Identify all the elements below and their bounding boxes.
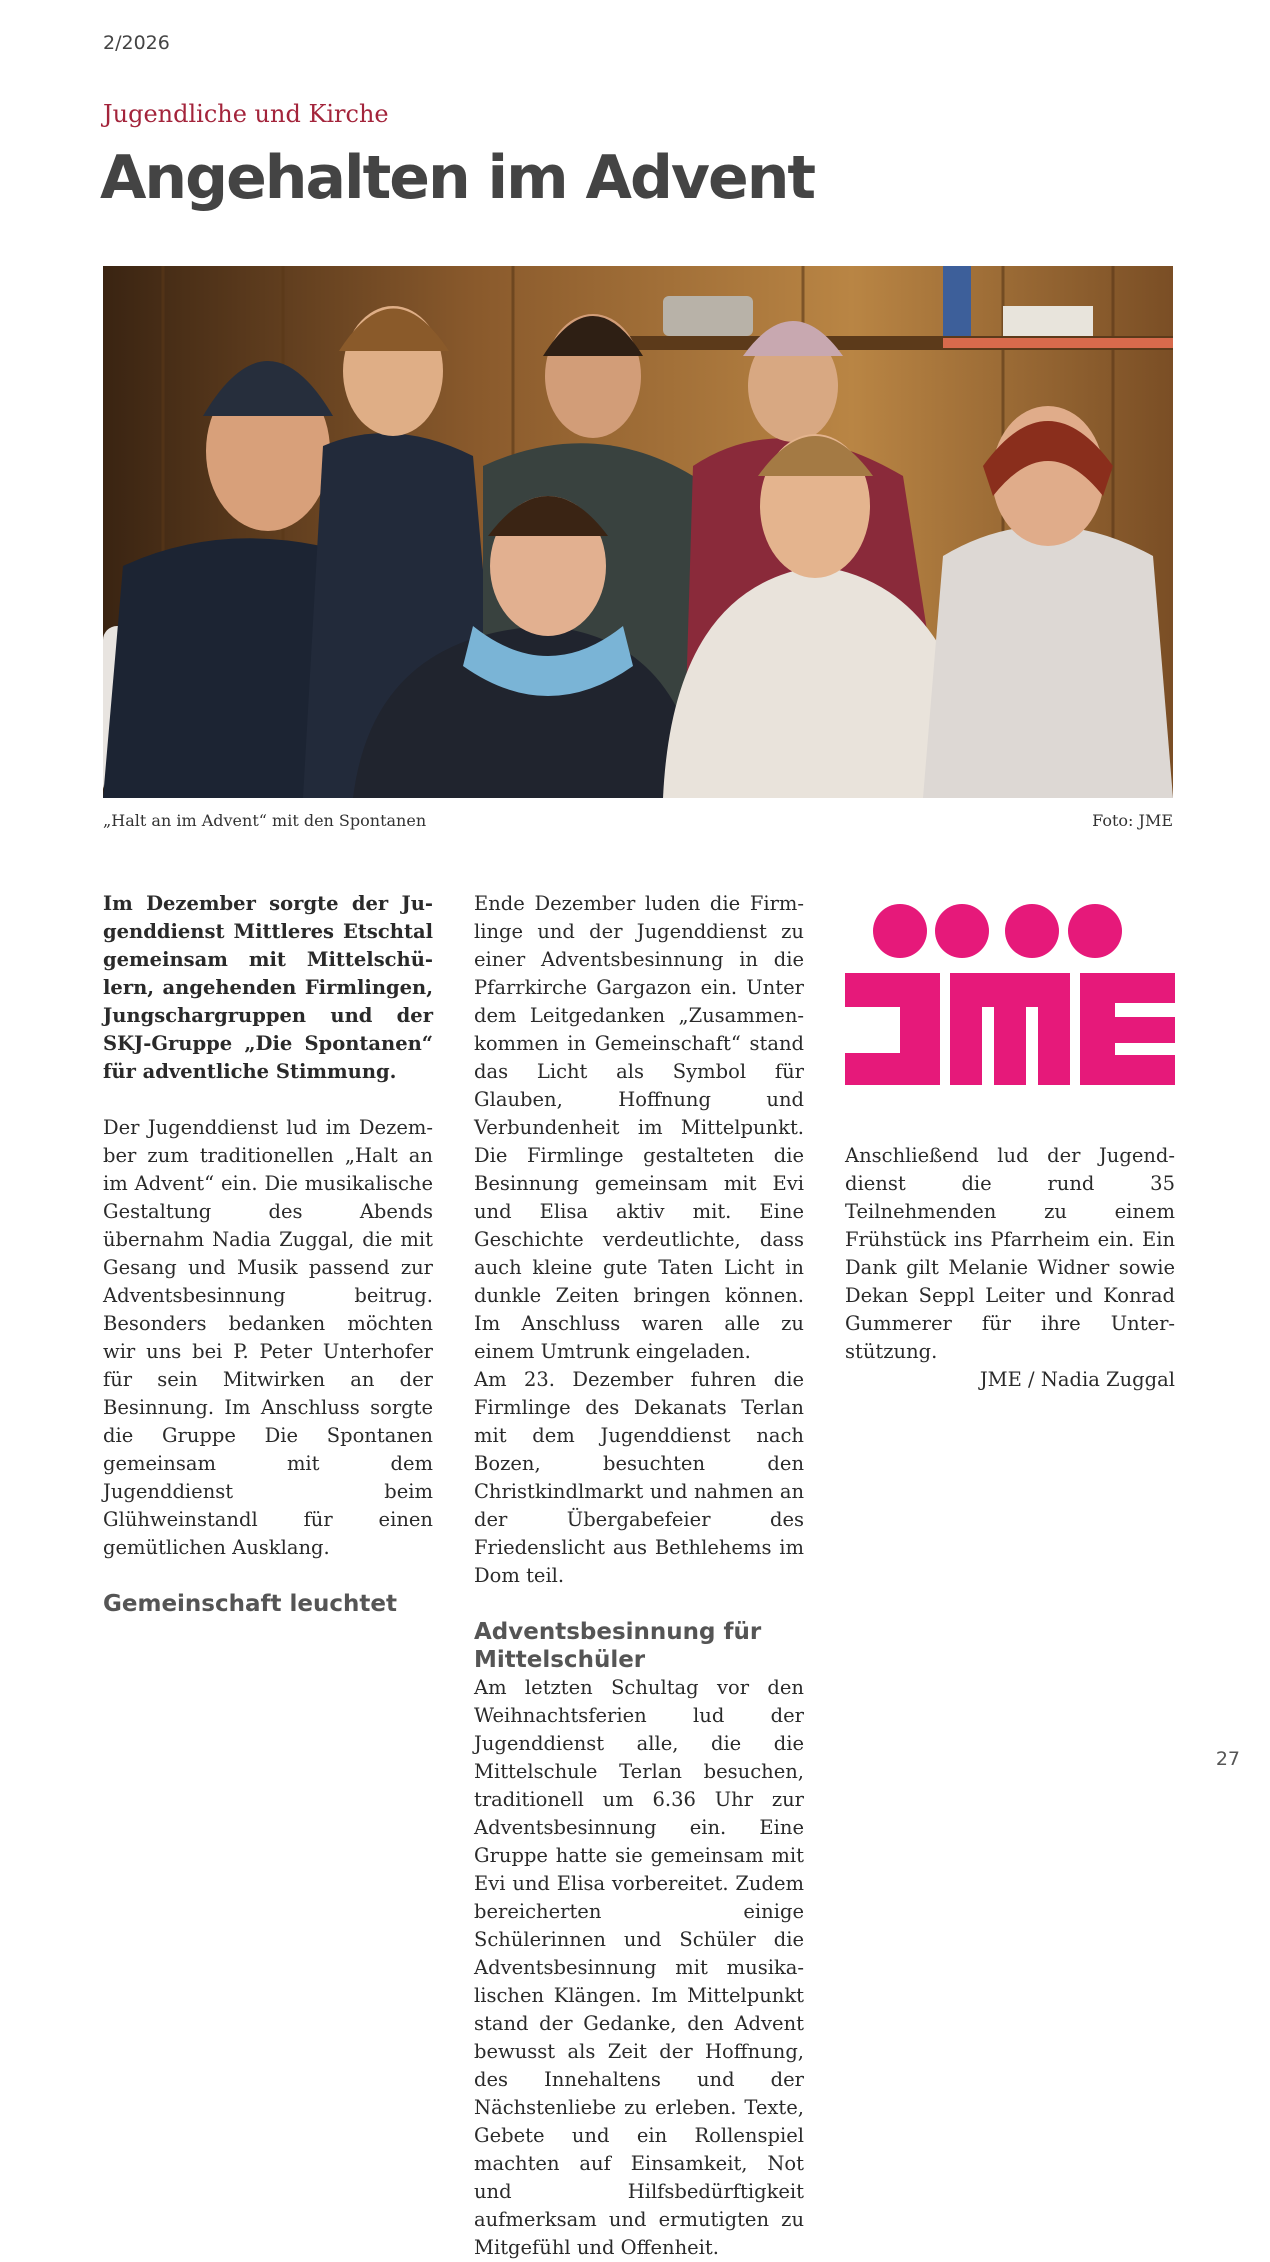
group-photo-illustration: [103, 266, 1173, 798]
article-signoff: JME / Nadia Zuggal: [979, 1368, 1175, 1391]
subhead-gemeinschaft: Gemeinschaft leuchtet: [103, 1591, 397, 1617]
article-headline: Angehalten im Advent: [100, 143, 815, 213]
paragraph-fruehstueck: Anschließend lud der Jugenddienst die rund 35 Teilnehmenden zu einem Frühstück ins Pfarrheim ein. Ein Dank gilt Melanie Widner sowie Dekan Seppl Leiter und Konrad Gummerer für ihre Unterstützung.: [845, 1144, 1175, 1363]
text-column-1: [103, 890, 433, 1618]
jme-logo: [845, 903, 1175, 1085]
photo-caption: „Halt an im Advent“ mit den Spontanen: [103, 811, 427, 830]
group-photo: [103, 266, 1173, 798]
section-kicker: Jugendliche und Kirche: [103, 100, 389, 128]
paragraph-gemeinschaft: Ende Dezember luden die Firmlinge und der Jugenddienst zu einer Adventsbesinnung in die Pfarrkirche Gargazon ein. Unter dem Leitgedanken „Zusammenkommen in Gemeinschaft“ stand das Licht als Symbol für Glauben, Hoffnung und Verbundenheit im Mittelpunkt. Die Firmlinge gestalteten die Besinnung gemeinsam mit Evi und Elisa aktiv mit. Eine Geschichte verdeutlichte, dass auch kleine gute Taten Licht in dunkle Zeiten bringen können. Im Anschluss waren alle zu einem Umtrunk eingeladen.: [474, 892, 804, 1363]
paragraph-halt-an-im-advent: Der Jugenddienst lud im Dezember zum traditionellen „Halt an im Advent“ ein. Die musikalische Gestaltung des Abends übernahm Nadia Zuggal, die mit Gesang und Musik passend zur Adventsbesinnung beitrug. Besonders bedanken möchten wir uns bei P. Peter Unterhofer für sein Mitwirken an der Besinnung. Im Anschluss sorgte die Gruppe Die Spontanen gemeinsam mit dem Jugenddienst beim Glühweinstandl für einen gemütlichen Ausklang.: [103, 1116, 433, 1559]
lead-paragraph: Im Dezember sorgte der Jugenddienst Mittleres Etschtal gemeinsam mit Mittelschülern, angehenden Firmlingen, Jungschargruppen und der SKJ-Gruppe „Die Spontanen“ für adventliche Stimmung.: [103, 892, 433, 1083]
photo-credit: Foto: JME: [1092, 811, 1173, 830]
issue-number: 2/2026: [103, 32, 170, 54]
subhead-mittelschueler: Adventsbesinnung für Mittelschüler: [474, 1619, 762, 1673]
text-column-3: [845, 1142, 1175, 1394]
paragraph-bozen: Am 23. Dezember fuhren die Firmlinge des Dekanats Terlan mit dem Jugenddienst nach Bozen, besuchten den Christkindlmarkt und nahmen an der Übergabefeier des Friedenslicht aus Bethlehems im Dom teil.: [474, 1368, 804, 1587]
page-number: 27: [1215, 1748, 1240, 1770]
paragraph-mittelschueler: Am letzten Schultag vor den Weihnachtsferien lud der Jugenddienst alle, die die Mittelschule Terlan besuchen, traditionell um 6.36 Uhr zur Adventsbesinnung ein. Eine Gruppe hatte sie gemeinsam mit Evi und Elisa vorbereitet. Zudem bereicherten einige Schülerinnen und Schüler die Adventsbesinnung mit musikalischen Klängen. Im Mittelpunkt stand der Gedanke, den Advent bewusst als Zeit der Hoffnung, des Innehaltens und der Nächstenliebe zu erleben. Texte, Gebete und ein Rollenspiel machten auf Einsamkeit, Not und Hilfsbedürftigkeit aufmerksam und ermutigten zu Mitgefühl und Offenheit.: [474, 1676, 804, 2259]
text-column-1-continued: [474, 890, 804, 2262]
